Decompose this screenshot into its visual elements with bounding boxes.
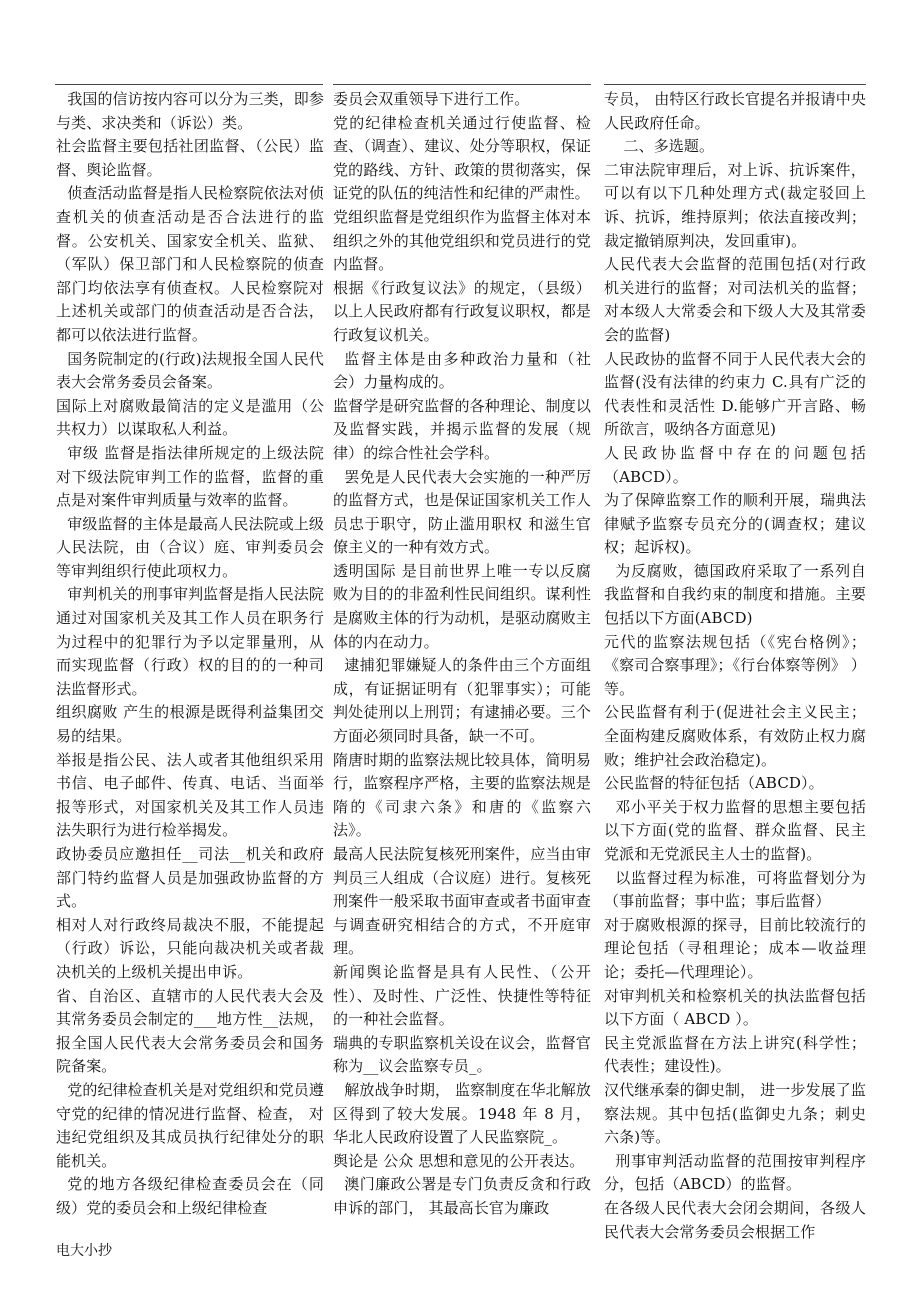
paragraph: 审级 监督是指法律所规定的上级法院对下级法院审判工作的监督，监督的重点是对案件审判质量与效率的监督。 <box>56 443 324 510</box>
paragraph: 相对人对行政终局裁决不服，不能提起（行政）诉讼，只能向裁决机关或者裁决机关的上级机关提出申诉。 <box>56 915 324 981</box>
paragraph: 党的纪律检查机关是对党组织和党员遵守党的纪律的情况进行监督、检查， 对违纪党组织及其成员执行纪律处分的职能机关。 <box>56 1080 324 1170</box>
paragraph: 元代的监察法规包括（《宪台格例》；《察司合察事理》；《行台体察等例》 ）等。 <box>604 632 866 698</box>
paragraph: 隋唐时期的监察法规比较具体，简明易行，监察程序严格，主要的监察法规是隋的《司隶六条》和唐的《监察六法》。 <box>333 750 591 840</box>
paragraph: 国际上对腐败最简洁的定义是滥用（公共权力）以谋取私人利益。 <box>56 396 324 439</box>
paragraph: 澳门廉政公署是专门负责反贪和行政 申诉的部门， 其最高长官为廉政 <box>333 1175 591 1217</box>
page-footer: 电大小抄 <box>56 1243 112 1259</box>
text-column-3 <box>604 88 866 1244</box>
paragraph: 侦查活动监督是指人民检察院依法对侦查机关的侦查活动是否合法进行的监督。公安机关、国家安全机关、监狱、（军队）保卫部门和人民检察院的侦查部门均依法享有侦查权。人民检察院对上述机关或部门的侦查活动是否合法，都可以依法进行监督。 <box>56 184 324 344</box>
paragraph: 民主党派监督在方法上讲究(科学性；代表性；建设性)。 <box>604 1033 866 1076</box>
paragraph: 为了保障监察工作的顺利开展，瑞典法律赋予监察专员充分的(调查权；建议权；起诉权)。 <box>604 491 866 557</box>
paragraph: 罢免是人民代表大会实施的一种严厉的监督方式，也是保证国家机关工作人员忠于职守，防止滥用职权 和滋生官僚主义的一种有效方式。 <box>333 467 591 557</box>
paragraph: 监督主体是由多种政治力量和（社会）力量构成的。 <box>333 349 591 392</box>
paragraph: 最高人民法院复核死刑案件，应当由审判员三人组成（合议庭）进行。复核死刑案件一般采取书面审查或者书面审查与调查研究相结合的方式，不开庭审理。 <box>333 845 591 958</box>
paragraph: 透明国际 是目前世界上唯一专以反腐败为目的的非盈利性民间组织。谋利性是腐败主体的行为动机，是驱动腐败主体的内在动力。 <box>333 561 591 651</box>
header-rule-middle <box>333 84 591 85</box>
text-column-2 <box>333 88 591 1221</box>
header-rule-left <box>55 84 323 85</box>
paragraph: 以监督过程为标准，可将监督划分为（事前监督；事中监；事后监督） <box>604 868 866 911</box>
paragraph: 党组织监督是党组织作为监督主体对本组织之外的其他党组织和党员进行的党内监督。 <box>333 207 591 274</box>
header-rule-right <box>604 84 866 85</box>
paragraph: 为反腐败，德国政府采取了一系列自我监督和自我约束的制度和措施。主要包括以下方面(ABCD) <box>604 561 866 628</box>
paragraph: 瑞典的专职监察机关设在议会，监督官称为__议会监察专员_。 <box>333 1033 591 1076</box>
paragraph: 新闻舆论监督是具有人民性、（公开性）、及时性、广泛性、快捷性等特征的一种社会监督。 <box>333 962 591 1029</box>
paragraph: 公民监督的特征包括（ABCD）。 <box>604 774 824 793</box>
paragraph: 专员， 由特区行政长官提名并报请中央人民政府任命。 <box>604 90 866 132</box>
paragraph: 公民监督有利于(促进社会主义民主；全面构建反腐败体系，有效防止权力腐败；维护社会政治稳定)。 <box>604 703 866 769</box>
paragraph: 汉代继承秦的御史制， 进一步发展了监察法规。其中包括(监御史九条；刺史六条)等。 <box>604 1080 866 1147</box>
paragraph: 社会监督主要包括社团监督、（公民）监督、舆论监督。 <box>56 137 324 179</box>
paragraph: 舆论是 公众 思想和意见的公开表达。 <box>333 1151 585 1170</box>
paragraph: 人民代表大会监督的范围包括(对行政机关进行的监督；对司法机关的监督；对本级人大常委会和下级人大及其常委会的监督) <box>604 255 866 344</box>
paragraph: 审判机关的刑事审判监督是指人民法院通过对国家机关及其工作人员在职务行为过程中的犯罪行为予以定罪量刑，从而实现监督（行政）权的目的的一种司法监督形式。 <box>56 585 324 698</box>
text-column-1 <box>56 88 324 1221</box>
paragraph: 举报是指公民、法人或者其他组织采用书信、电子邮件、传真、电话、当面举报等形式，对国家机关及其工作人员违法失职行为进行检举揭发。 <box>56 750 324 840</box>
paragraph: 对于腐败根源的探寻，目前比较流行的理论包括（寻租理论；成本—收益理论；委托—代理理论）。 <box>604 915 866 981</box>
paragraph: 组织腐败 产生的根源是既得利益集团交易的结果。 <box>56 703 324 746</box>
paragraph: 人民政协监督中存在的问题包括（ABCD）。 <box>604 443 866 486</box>
paragraph: 省、自治区、直辖市的人民代表大会及其常务委员会制定的___地方性__法规，报全国人民代表大会常务委员会和国务院备案。 <box>56 986 324 1076</box>
paragraph: 刑事审判活动监督的范围按审判程序分，包括（ABCD）的监督。 <box>604 1151 866 1194</box>
paragraph: 邓小平关于权力监督的思想主要包括以下方面(党的监督、群众监督、民主党派和无党派民主人士的监督)。 <box>604 797 866 863</box>
paragraph: 党的纪律检查机关通过行使监督、检查、（调查）、建议、处分等职权，保证党的路线、方针、政策的贯彻落实，保证党的队伍的纯洁性和纪律的严肃性。 <box>333 113 591 203</box>
section-heading: 二、多选题。 <box>623 137 715 156</box>
paragraph: 对审判机关和检察机关的执法监督包括以下方面（ ABCD ）。 <box>604 986 866 1029</box>
paragraph: 国务院制定的(行政)法规报全国人民代表大会常务委员会备案。 <box>56 349 324 392</box>
paragraph: 政协委员应邀担任__司法__机关和政府部门特约监督人员是加强政协监督的方式。 <box>56 845 324 911</box>
paragraph: 监督学是研究监督的各种理论、制度以及监督实践，并揭示监督的发展（规律）的综合性社会学科。 <box>333 396 591 462</box>
paragraph: 委员会双重领导下进行工作。 <box>333 90 530 108</box>
paragraph: 逮捕犯罪嫌疑人的条件由三个方面组成，有证据证明有（犯罪事实）；可能判处徒刑以上刑罚；有逮捕必要。三个方面必须同时具备，缺一不可。 <box>333 656 591 746</box>
paragraph: 二审法院审理后，对上诉、抗诉案件，可以有以下几种处理方式(裁定驳回上诉、抗诉，维持原判；依法直接改判；裁定撤销原判决，发回重审)。 <box>604 160 866 250</box>
paragraph: 审级监督的主体是最高人民法院或上级人民法院，由（合议）庭、审判委员会等审判组织行使此项权力。 <box>56 514 324 580</box>
paragraph: 解放战争时期， 监察制度在华北解放区得到了较大发展。1948 年 8 月，华北人民政府设置了人民监察院_。 <box>333 1080 591 1147</box>
paragraph: 根据《行政复议法》的规定，（县级）以上人民政府都有行政复议职权，都是行政复议机关。 <box>333 278 591 344</box>
paragraph: 在各级人民代表大会闭会期间，各级人民代表大会常务委员会根据工作 <box>604 1198 866 1241</box>
paragraph: 我国的信访按内容可以分为三类，即参与类、求决类和（诉讼）类。 <box>56 90 324 132</box>
paragraph: 党的地方各级纪律检查委员会在（同级）党的委员会和上级纪律检查 <box>56 1175 324 1217</box>
paragraph: 人民政协的监督不同于人民代表大会的监督(没有法律的约束力 C.具有广泛的代表性和灵活性 D.能够广开言路、畅所欲言，吸纳各方面意见) <box>604 349 866 439</box>
